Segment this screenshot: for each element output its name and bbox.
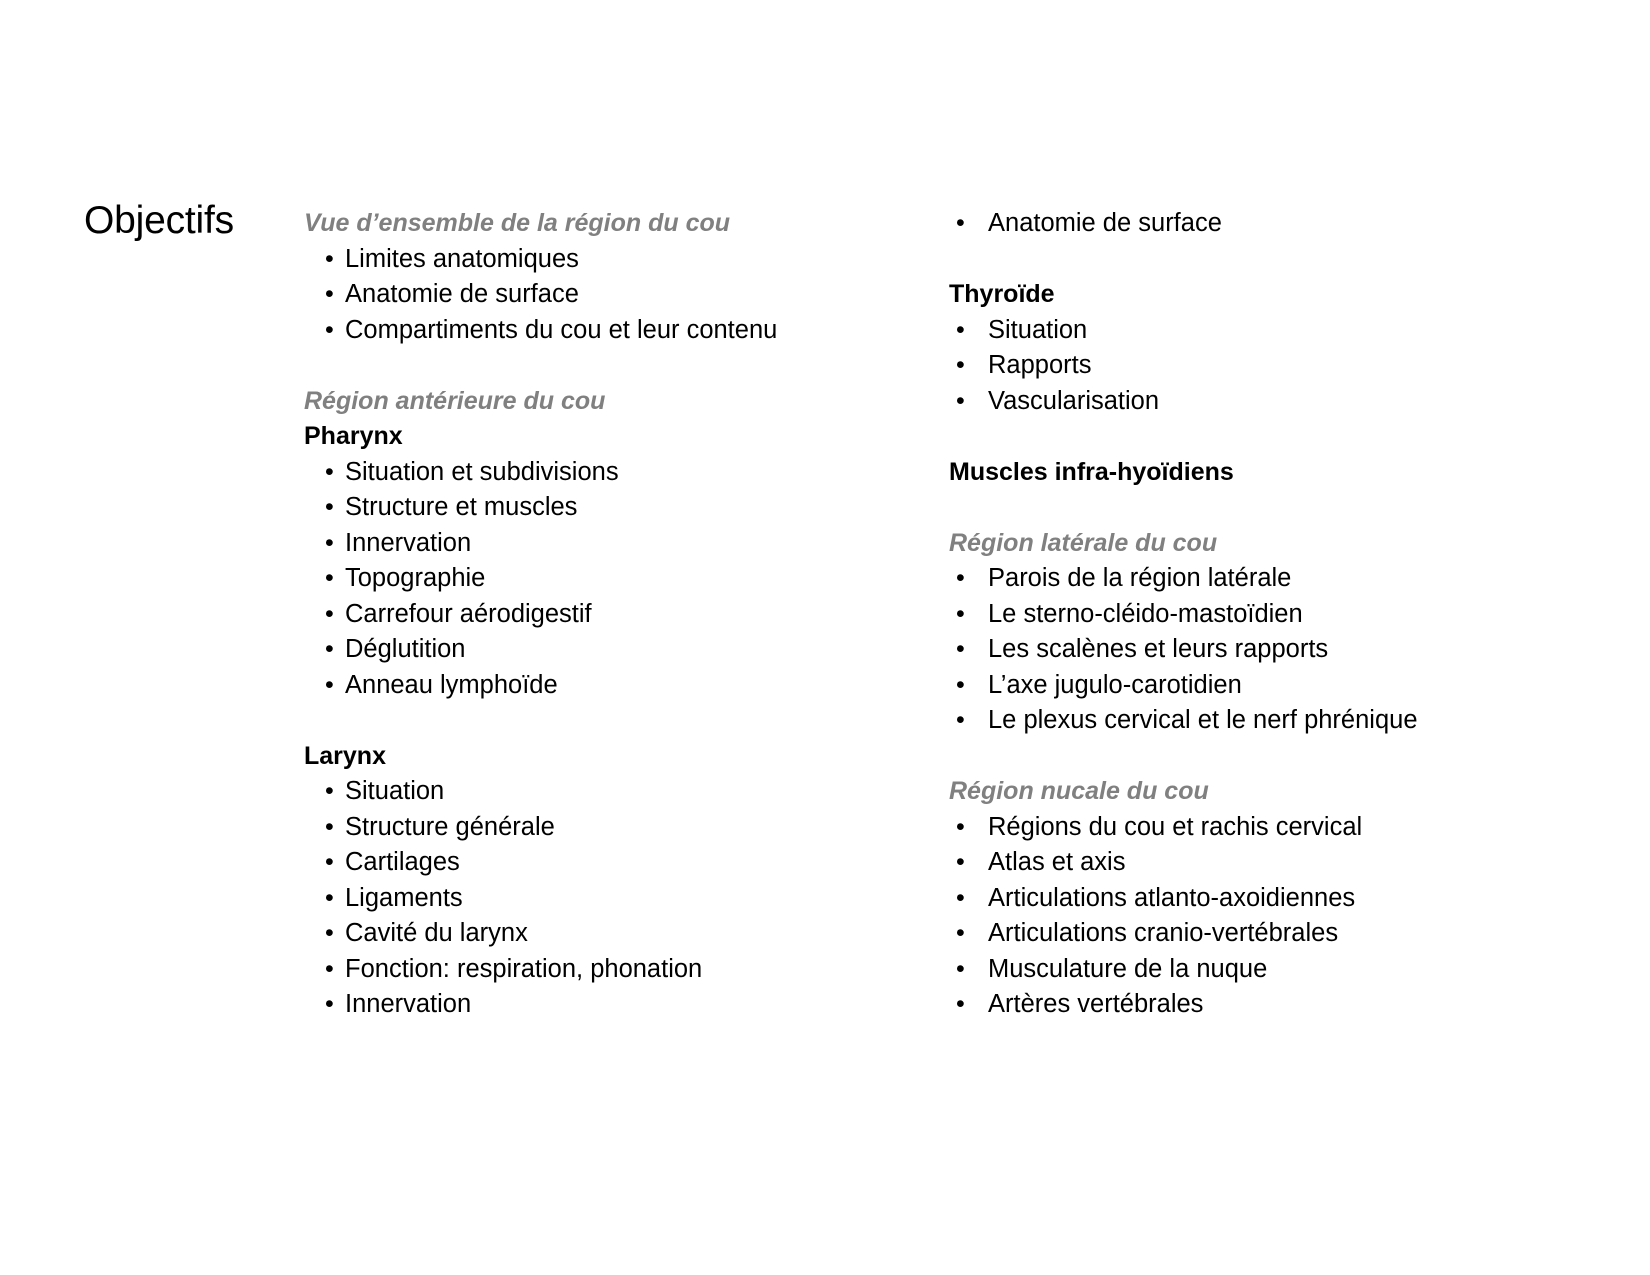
list-item: [949, 561, 1589, 597]
list-item-label: Innervation: [345, 990, 472, 1018]
list-item: [949, 668, 1589, 704]
list-item-label: Fonction: respiration, phonation: [345, 954, 703, 983]
list-item-label: Anatomie de surface: [345, 280, 579, 308]
bullet-dot-icon: •: [956, 315, 965, 344]
bullet-dot-icon: •: [956, 706, 965, 734]
list-item: [304, 916, 904, 952]
bullet-dot-icon: •: [325, 777, 334, 805]
section-header: Région antérieure du cou: [304, 386, 606, 415]
bullet-dot-icon: •: [956, 209, 965, 237]
list-item-label: Vascularisation: [988, 386, 1160, 415]
bullet-dot-icon: •: [956, 386, 965, 415]
list-item: [304, 490, 904, 526]
list-item: [949, 987, 1589, 1023]
list-item-label: Anatomie de surface: [988, 209, 1222, 237]
list-item: [949, 916, 1589, 952]
bullet-dot-icon: •: [956, 599, 965, 628]
bullet-dot-icon: •: [325, 848, 334, 876]
bullet-dot-icon: •: [325, 883, 334, 912]
list-item-label: Situation: [988, 315, 1088, 344]
bullet-dot-icon: •: [325, 670, 334, 699]
section-header: Région nucale du cou: [949, 777, 1209, 805]
subsection-header: Pharynx: [304, 422, 403, 450]
list-item-label: Innervation: [345, 528, 472, 557]
bullet-dot-icon: •: [956, 670, 965, 699]
list-item: [304, 810, 904, 846]
bullet-dot-icon: •: [956, 919, 965, 947]
bullet-dot-icon: •: [325, 280, 334, 308]
blank-line: [949, 419, 1589, 455]
bullet-dot-icon: •: [325, 919, 334, 947]
list-item-label: Rapports: [988, 351, 1092, 379]
list-item: [949, 384, 1589, 420]
list-item-label: Déglutition: [345, 635, 466, 663]
list-item: [304, 952, 904, 988]
list-item-label: Situation: [345, 777, 445, 805]
bullet-dot-icon: •: [956, 812, 965, 841]
list-item: [304, 987, 904, 1023]
bullet-dot-icon: •: [325, 528, 334, 557]
list-item-label: Anneau lymphoïde: [345, 670, 558, 699]
list-item: [949, 632, 1589, 668]
section-header: Vue d’ensemble de la région du cou: [304, 209, 731, 237]
bullet-dot-icon: •: [956, 954, 965, 983]
list-item: [304, 845, 904, 881]
list-item-label: Articulations cranio-vertébrales: [988, 919, 1339, 947]
list-item: [304, 597, 904, 633]
list-item: [304, 774, 904, 810]
bullet-dot-icon: •: [956, 635, 965, 663]
bullet-dot-icon: •: [956, 990, 965, 1018]
subsection-header: Muscles infra-hyoïdiens: [949, 457, 1234, 486]
bullet-dot-icon: •: [325, 812, 334, 841]
bullet-dot-icon: •: [956, 883, 965, 912]
list-item-label: Articulations atlanto-axoidiennes: [988, 883, 1356, 912]
bullet-dot-icon: •: [956, 351, 965, 379]
list-item-label: Le plexus cervical et le nerf phrénique: [988, 706, 1418, 734]
list-item-label: Artères vertébrales: [988, 990, 1204, 1018]
list-item-label: Les scalènes et leurs rapports: [988, 635, 1329, 663]
blank-line: [949, 490, 1589, 526]
list-item-label: Parois de la région latérale: [988, 564, 1292, 592]
list-item: [304, 242, 904, 278]
list-item: [304, 526, 904, 562]
list-item: [949, 845, 1589, 881]
list-item-label: Ligaments: [345, 883, 463, 912]
list-item: [949, 348, 1589, 384]
page-title: Objectifs: [84, 199, 234, 242]
list-item: [304, 561, 904, 597]
bullet-dot-icon: •: [325, 990, 334, 1018]
bullet-dot-icon: •: [325, 315, 334, 344]
list-item-label: Compartiments du cou et leur contenu: [345, 315, 778, 344]
list-item-label: Situation et subdivisions: [345, 457, 619, 486]
objectives-left-column: [304, 206, 904, 1023]
blank-line: [949, 242, 1589, 278]
subsection-header: Thyroïde: [949, 280, 1055, 308]
blank-line: [949, 739, 1589, 775]
bullet-dot-icon: •: [325, 457, 334, 486]
bullet-dot-icon: •: [325, 954, 334, 983]
list-item: [304, 881, 904, 917]
list-item-label: Atlas et axis: [988, 848, 1126, 876]
list-item: [949, 881, 1589, 917]
bullet-dot-icon: •: [956, 848, 965, 876]
bullet-dot-icon: •: [325, 564, 334, 592]
list-item: [304, 277, 904, 313]
list-item: [949, 952, 1589, 988]
blank-line: [304, 348, 904, 384]
list-item-label: L’axe jugulo-carotidien: [988, 670, 1242, 699]
bullet-dot-icon: •: [956, 564, 965, 592]
list-item: [949, 313, 1589, 349]
objectives-right-column: [949, 206, 1589, 1023]
section-header: Région latérale du cou: [949, 528, 1218, 557]
list-item: [304, 455, 904, 491]
list-item: [304, 668, 904, 704]
bullet-dot-icon: •: [325, 599, 334, 628]
list-item-label: Cavité du larynx: [345, 919, 528, 947]
list-item-label: Régions du cou et rachis cervical: [988, 812, 1363, 841]
bullet-dot-icon: •: [325, 493, 334, 521]
list-item-label: Musculature de la nuque: [988, 954, 1268, 983]
list-item-label: Le sterno-cléido-mastoïdien: [988, 599, 1303, 628]
bullet-dot-icon: •: [325, 244, 334, 273]
blank-line: [304, 703, 904, 739]
list-item: [304, 632, 904, 668]
list-item-label: Cartilages: [345, 848, 460, 876]
list-item: [949, 703, 1589, 739]
subsection-header: Larynx: [304, 741, 386, 770]
list-item: [949, 597, 1589, 633]
list-item-label: Structure et muscles: [345, 493, 578, 521]
list-item-label: Carrefour aérodigestif: [345, 599, 592, 628]
list-item: [949, 810, 1589, 846]
list-item-label: Topographie: [345, 564, 486, 592]
list-item-label: Structure générale: [345, 812, 555, 841]
bullet-dot-icon: •: [325, 635, 334, 663]
list-item-label: Limites anatomiques: [345, 244, 579, 273]
list-item: [304, 313, 904, 349]
list-item: [949, 206, 1589, 242]
